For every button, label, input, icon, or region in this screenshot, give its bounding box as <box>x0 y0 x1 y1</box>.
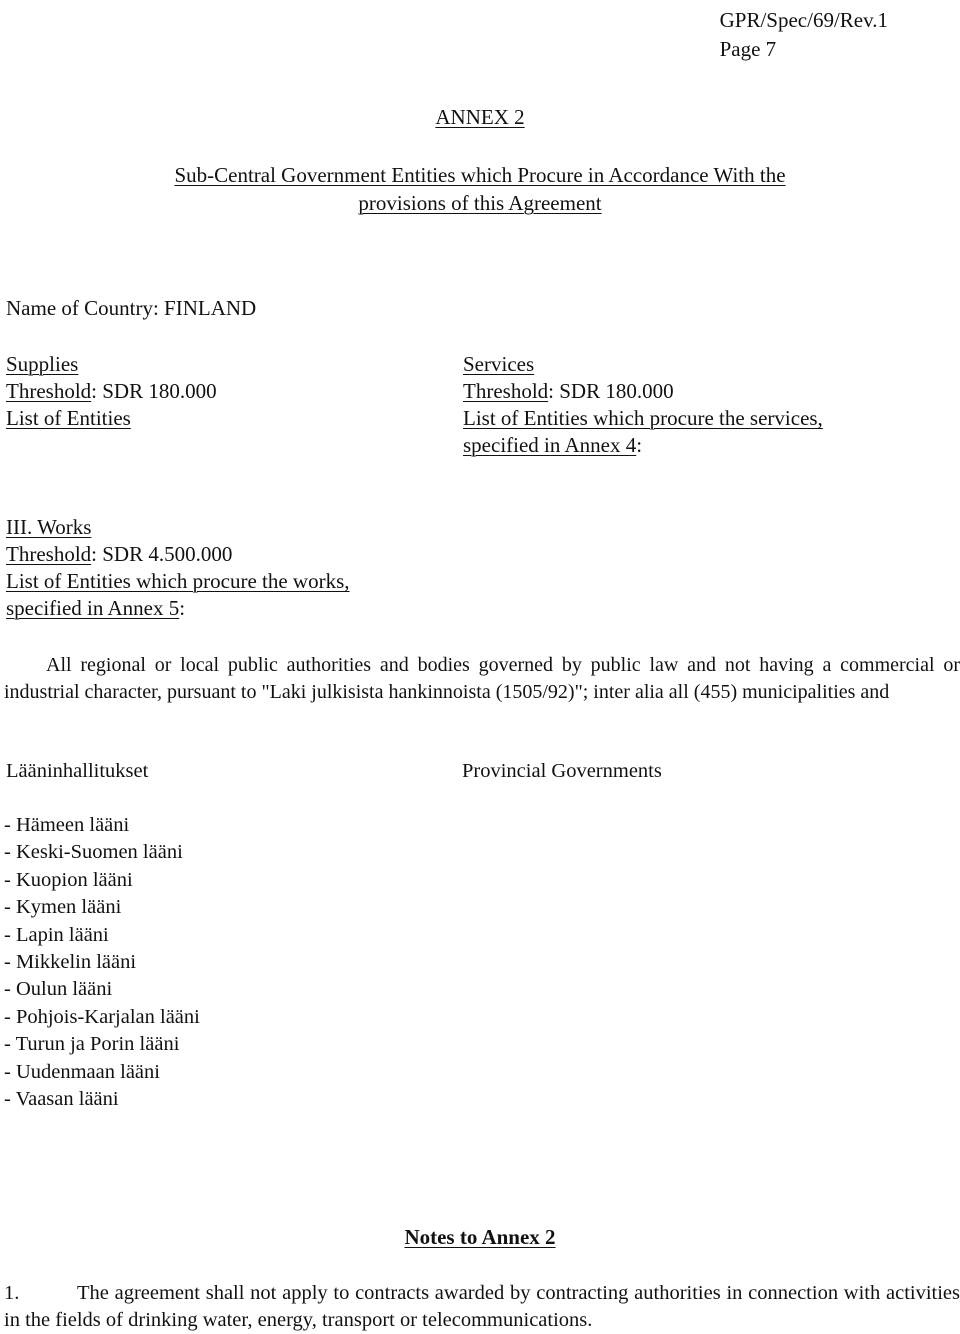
note-item-1 <box>4 1280 960 1334</box>
notes-title-wrap <box>0 1225 960 1250</box>
list-item: - Mikkelin lääni <box>4 951 137 974</box>
annex-title-wrap <box>0 105 960 130</box>
works-entities-colon: : <box>179 596 186 620</box>
works-heading: III. Works <box>6 515 92 539</box>
supplies-entities: List of Entities <box>6 406 131 430</box>
list-item: - Turun ja Porin lääni <box>4 1033 180 1056</box>
list-item: - Keski-Suomen lääni <box>4 841 183 864</box>
services-threshold-value: : SDR 180.000 <box>548 379 674 403</box>
country-name: Name of Country: FINLAND <box>6 296 257 320</box>
list-item: - Uudenmaan lääni <box>4 1060 160 1083</box>
list-item: - Vaasan lääni <box>4 1088 119 1111</box>
services-entities-line2: specified in Annex 4 <box>463 433 637 457</box>
document-reference: GPR/Spec/69/Rev.1 <box>719 8 888 32</box>
works-threshold-value: : SDR 4.500.000 <box>91 542 233 566</box>
works-threshold-label: Threshold <box>6 542 92 566</box>
services-entities-colon: : <box>636 433 643 457</box>
annex-subtitle-line2: provisions of this Agreement <box>358 191 602 215</box>
list-item: - Lapin lääni <box>4 923 109 946</box>
list-item: - Kuopion lääni <box>4 868 133 891</box>
supplies-threshold-value: : SDR 180.000 <box>91 379 217 403</box>
supplies-threshold-label: Threshold <box>6 379 92 403</box>
page-number: Page 7 <box>719 37 777 61</box>
province-list <box>4 812 200 1113</box>
list-item: - Pohjois-Karjalan lääni <box>4 1005 200 1028</box>
note-text: The agreement shall not apply to contracts awarded by contracting authorities in connection with activities in the fields of drinking water, energy, transport or telecommunications. <box>4 1282 960 1331</box>
annex-subtitle-line1: Sub-Central Government Entities which Procure in Accordance With the <box>174 163 786 187</box>
list-item: - Oulun lääni <box>4 978 113 1001</box>
annex-subtitle <box>0 161 960 217</box>
note-number: 1. <box>4 1282 20 1304</box>
services-section <box>463 351 823 459</box>
column-label-finnish: Lääninhallitukset <box>6 760 149 782</box>
works-section <box>6 514 350 622</box>
works-entities-line1: List of Entities which procure the works, <box>6 569 350 593</box>
annex-title: ANNEX 2 <box>435 105 525 129</box>
supplies-heading: Supplies <box>6 352 79 376</box>
body-paragraph <box>4 652 960 706</box>
notes-title: Notes to Annex 2 <box>404 1225 556 1249</box>
services-heading: Services <box>463 352 535 376</box>
list-item: - Kymen lääni <box>4 896 122 919</box>
column-label-english: Provincial Governments <box>462 760 662 782</box>
services-threshold-label: Threshold <box>463 379 549 403</box>
services-entities-line1: List of Entities which procure the services, <box>463 406 823 430</box>
body-paragraph-text: All regional or local public authorities and bodies governed by public law and not having a commercial or industrial character, pursuant to "Laki julkisista hankinnoista (1505/92)"; inter alia all (455) municipalities and <box>4 654 960 703</box>
supplies-section <box>6 351 217 432</box>
list-item: - Hämeen lääni <box>4 814 130 836</box>
works-entities-line2: specified in Annex 5 <box>6 596 180 620</box>
document-header <box>720 6 888 64</box>
